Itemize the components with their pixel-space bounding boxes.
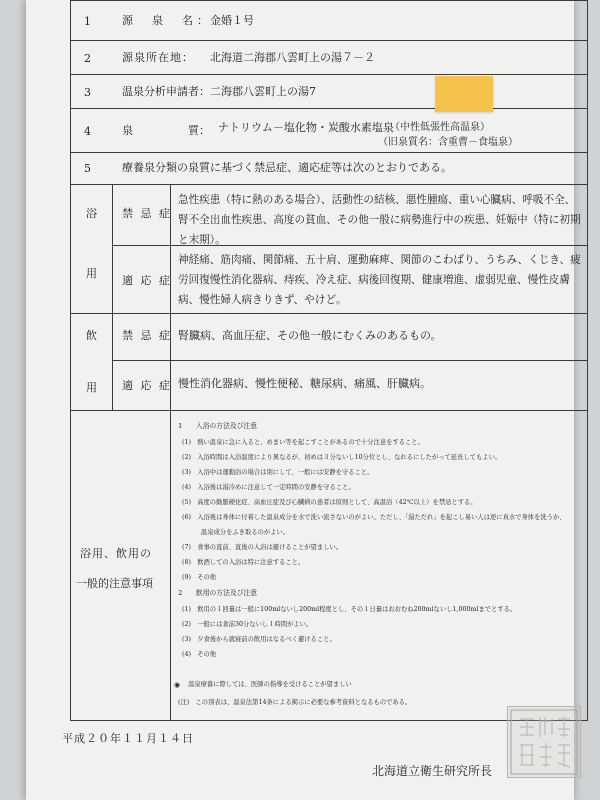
row-divider [70,152,588,153]
row-divider [70,74,588,75]
bath-precaution-item: (9) その他 [182,574,217,581]
row-divider [70,40,588,41]
row-number: 5 [84,162,91,175]
drink-precaution-item: (4) その他 [182,651,217,658]
bath-precaution-item: (1) 熱い温泉に急に入ると、めまい等を起こすことがあるので十分注意をすること。 [182,439,424,446]
row-divider [112,360,588,361]
issue-date: 平成２０年１１月１４日 [62,732,194,745]
sticky-note [435,76,493,112]
bullet-icon: ◉ [174,681,181,689]
spring-location-value: 北海道二海郡八雲町上の湯７－２ [210,51,375,64]
row-divider [70,108,588,109]
bath-indication-label: 適 応 症 [122,274,172,287]
bath-contraindication-label: 禁 忌 症 [122,207,172,220]
general-precautions-label-line2: 一般的注意事項 [76,577,153,590]
section-column-divider [112,184,113,410]
bath-precaution-item: (4) 入浴後は湯冷めに注意して一定時間の安静を守ること。 [182,484,355,491]
bath-section-label-bottom: 用 [86,267,97,280]
classification-intro: 療養泉分類の泉質に基づく禁忌症、適応症等は次のとおりである。 [122,161,452,174]
spring-quality-label: 泉 質： [122,124,210,137]
drink-section-label-top: 飲 [86,329,97,342]
drink-contraindication-text: 腎臓病、高血圧症、その他一般にむくみのあるもの。 [178,329,442,342]
spa-analysis-table [70,0,588,720]
bath-precaution-item: (2) 入浴時間は入浴温度により異なるが、初めは３分ないし10分位とし、なれるにしたがって延長してもよい。 [182,454,502,461]
drink-section-label-bottom: 用 [86,381,97,394]
official-seal-stamp [507,706,581,778]
spring-quality-value: ナトリウム－塩化物・炭酸水素塩泉 [218,121,394,134]
general-precautions-label-line1: 浴用、飲用の [80,547,152,560]
bath-precaution-item: 温泉成分をふき取るのがよい。 [182,529,290,536]
bath-precaution-item: (5) 高度の動脈硬化症、高血圧症及び心臓病の患者は原則として、高温浴（42℃以上）を禁忌とする。 [182,499,477,506]
applicant-value: 二海郡八雲町上の湯7 [210,85,316,98]
applicant-label: 温泉分析申請者： [122,85,210,98]
issuer-name: 北海道立衛生研究所長 [372,764,493,778]
drink-precaution-item: (3) 夕食後から就寝前の飲用はなるべく避けること。 [182,636,336,643]
drink-precautions-heading: 2 飲用の方法及び注意 [178,589,258,597]
legal-footnote: (注) この別表は、温泉法第14条による掲示に必要な参考資料となるものである。 [178,699,412,706]
table-left-border [70,0,71,720]
row-number: 2 [84,52,91,65]
spring-name-label: 源 泉 名： [122,14,212,27]
drink-indication-label: 適 応 症 [122,379,172,392]
drink-precaution-item: (1) 飲用の１回量は一般に100mlないし200ml程度とし、その１日量はおおむね200mlないし1,000mlまでとする。 [182,606,517,613]
bath-section-label-top: 浴 [86,207,97,220]
table-right-border [587,0,588,720]
spring-name-value: 金婚１号 [210,14,254,27]
row-number: 1 [84,15,91,28]
bath-precaution-item: (3) 入浴中は運動浴の場合は別にして、一般には安静を守ること。 [182,469,374,476]
bath-contraindication-text: 急性疾患（特に熱のある場合）、活動性の結核、悪性腫瘍、重い心臓病、呼吸不全、腎不全出血性疾患、高度の貧血、その他一般に病勢進行中の疾患、妊娠中（特に初期と末期）。 [178,194,581,246]
bath-precaution-item: (6) 入浴後は身体に付着した温泉成分を水で洗い流さないのがよい。ただし、「湯ただれ」を起こし易い人は逆に真水で身体を洗うか、 [182,514,566,521]
row-number: 4 [84,125,91,138]
medical-guidance-note: 温泉療養に際しては、医師の指導を受けることが望ましい [188,681,352,688]
label-column-divider [170,184,171,720]
bath-precaution-item: (7) 食事の直前、直後の入浴は避けることが望ましい。 [182,544,343,551]
drink-precaution-item: (2) 一般には食前30分ないし１時間がよい。 [182,621,313,628]
bath-precautions-heading: 1 入浴の方法及び注意 [178,422,258,430]
bath-precaution-item: (8) 飲酒しての入浴は特に注意すること。 [182,559,305,566]
row-number: 3 [84,86,91,99]
drink-contraindication-label: 禁 忌 症 [122,329,172,342]
document-sheet [26,0,581,800]
spring-location-label: 源泉所在地： [122,51,194,64]
row-divider [70,184,588,185]
bath-indication-text: 神経痛、筋肉痛、関節痛、五十肩、運動麻痺、関節のこわばり、うちみ、くじき、疲労回復慢性消化器病、痔疾、冷え症、病後回復期、健康増進、虚弱児童、慢性皮膚病、慢性婦人病きりきず、やけど。 [178,254,581,306]
drink-indication-text: 慢性消化器病、慢性便秘、糖尿病、痛風、肝臓病。 [178,377,431,390]
row-divider [70,410,588,411]
row-divider [70,313,588,314]
spring-quality-old-name: （旧泉質名：含重曹－食塩泉） [378,137,518,148]
spring-quality-note: （中性低張性高温泉） [390,122,490,133]
table-top-border [70,0,588,1]
